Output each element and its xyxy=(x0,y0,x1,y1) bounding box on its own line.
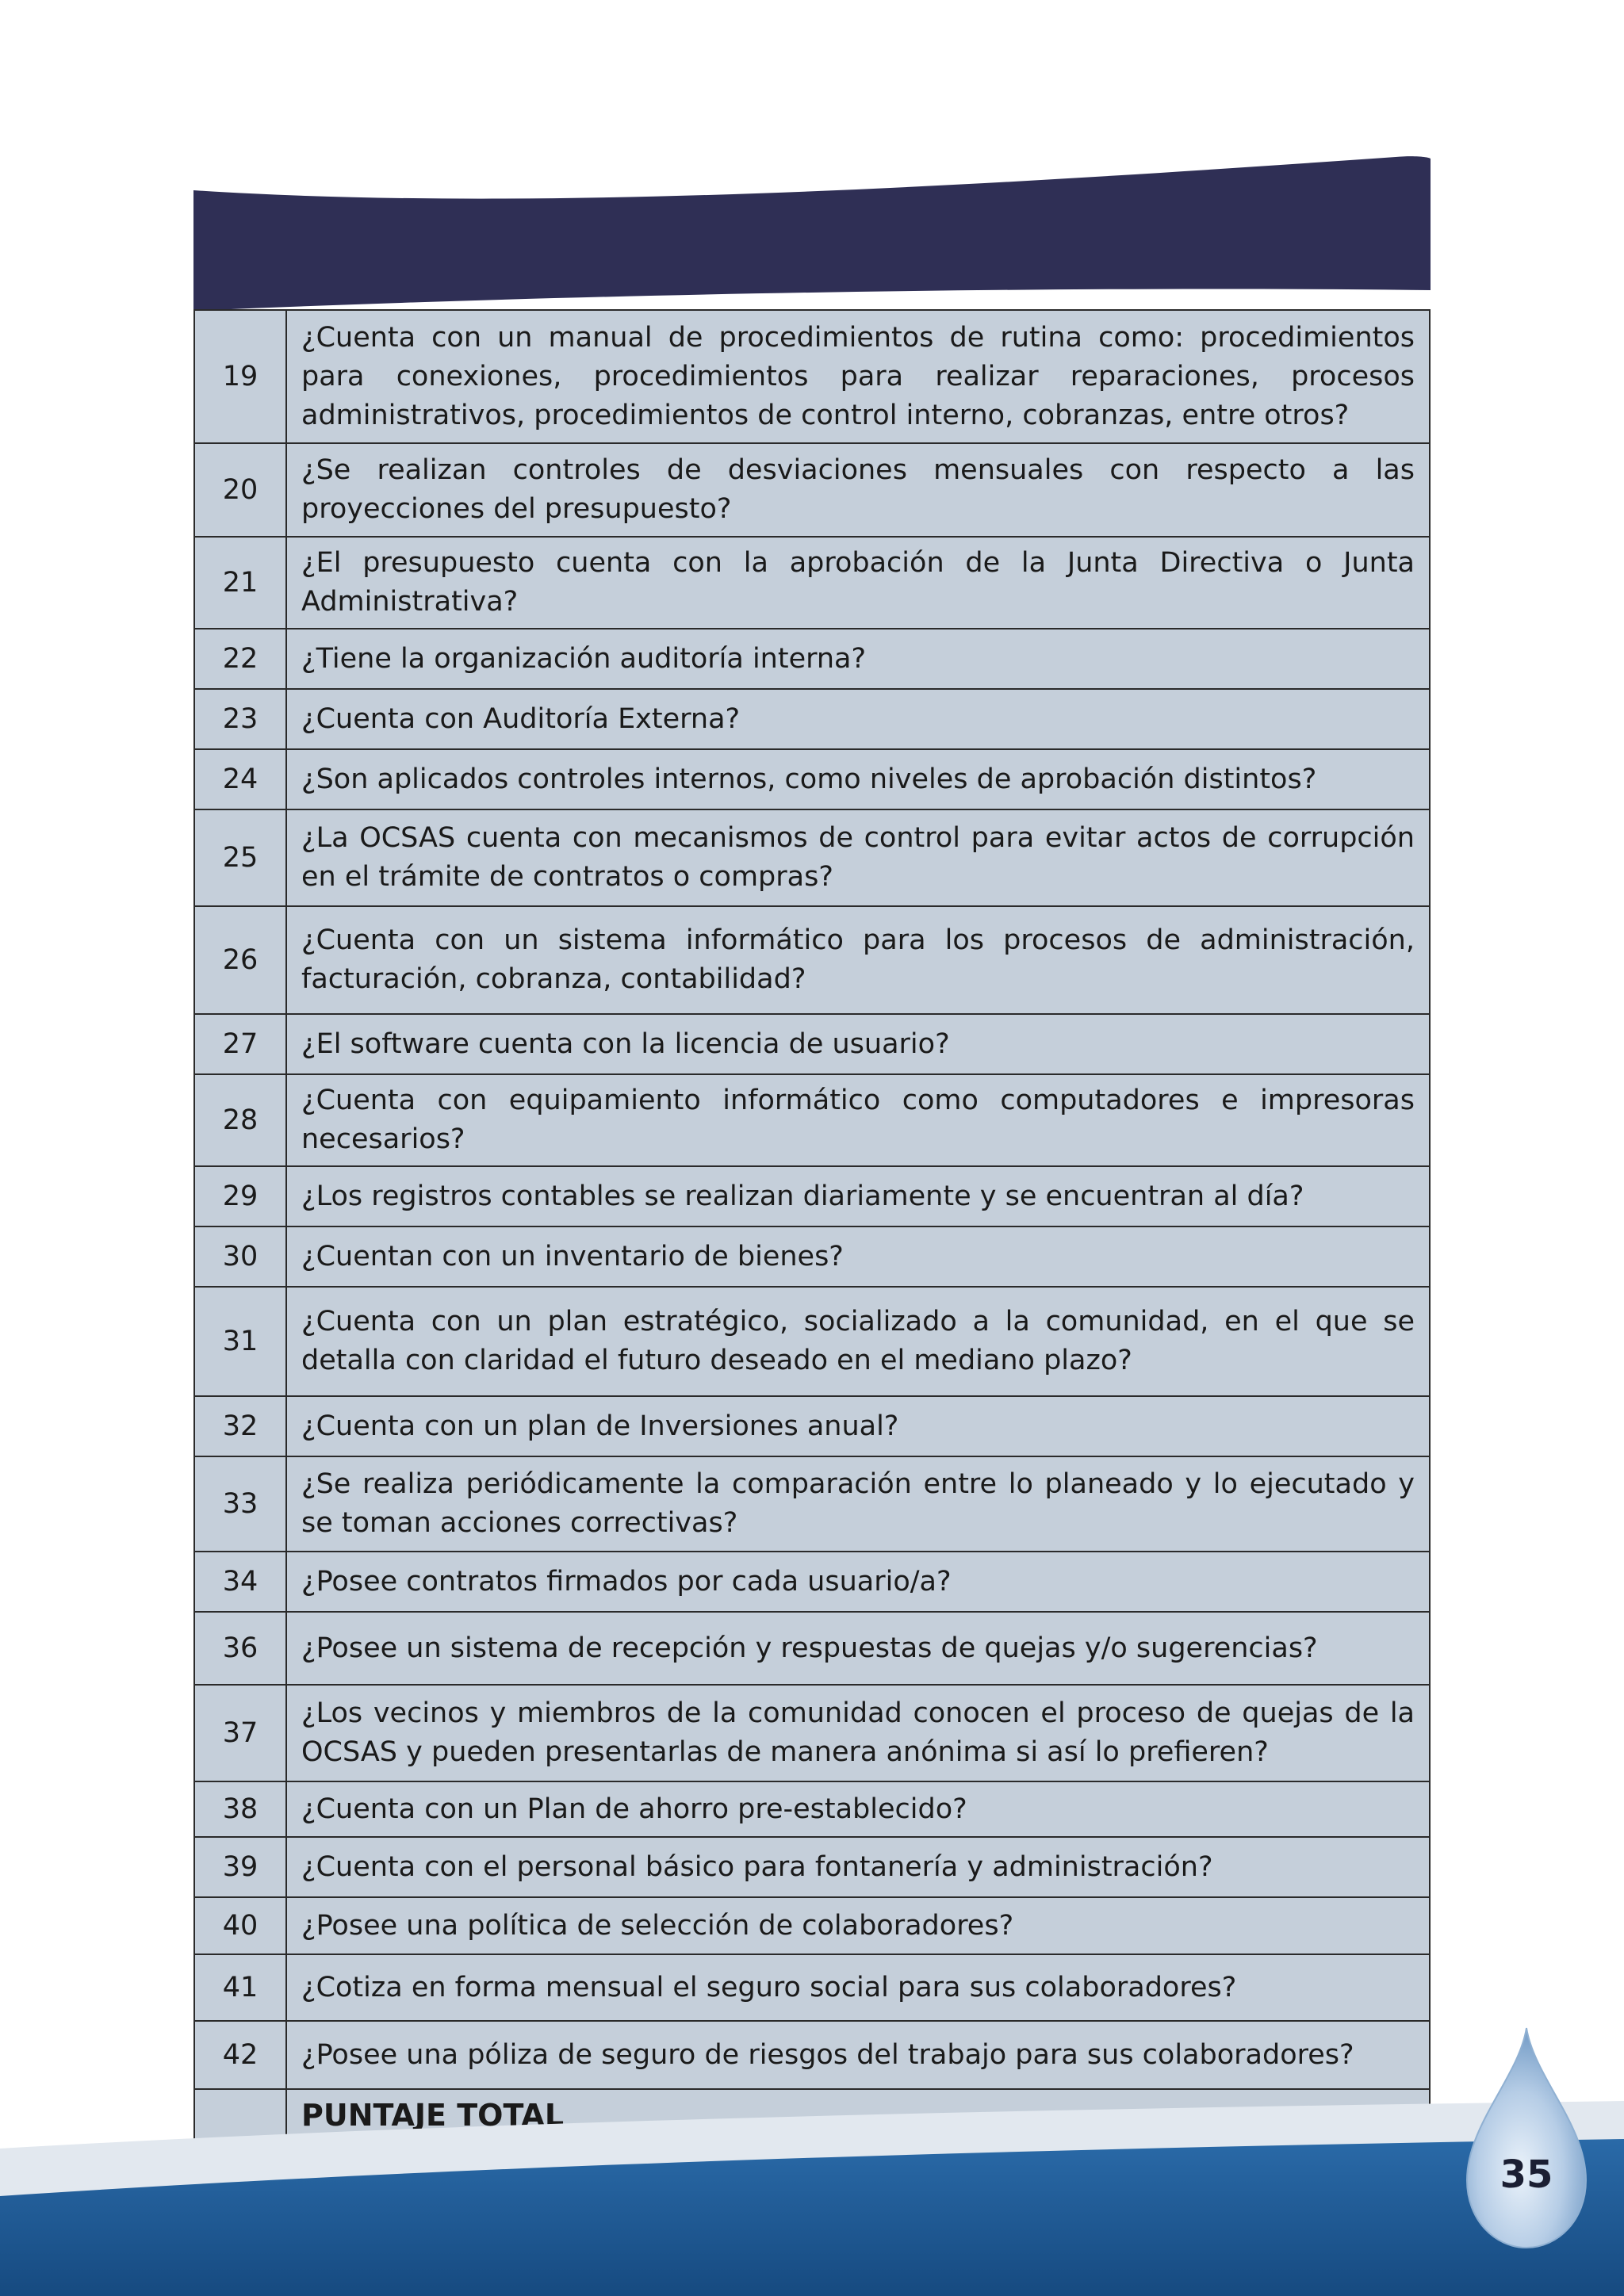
question-row xyxy=(194,310,1430,443)
question-number: 29 xyxy=(194,1166,286,1226)
questions-table xyxy=(193,309,1431,2143)
question-text: ¿Cuenta con el personal básico para fontanería y administración? xyxy=(286,1837,1430,1897)
question-number: 23 xyxy=(194,689,286,749)
question-row xyxy=(194,1166,1430,1226)
question-row xyxy=(194,1685,1430,1781)
header-wave-banner xyxy=(0,0,1624,317)
water-drop-icon xyxy=(1459,2022,1594,2260)
total-label: PUNTAJE TOTAL xyxy=(286,2089,1430,2142)
question-text: ¿Se realiza periódicamente la comparación entre lo planeado y lo ejecutado y se toman acciones correctivas? xyxy=(286,1456,1430,1552)
question-text: ¿El software cuenta con la licencia de usuario? xyxy=(286,1014,1430,1074)
question-text: ¿Cuenta con un manual de procedimientos de rutina como: procedimientos para conexiones, procedimientos para realizar reparaciones, procesos administrativos, procedimientos de control interno, cobranzas, entre otros? xyxy=(286,310,1430,443)
question-number: 21 xyxy=(194,537,286,629)
question-row xyxy=(194,1552,1430,1612)
question-number: 30 xyxy=(194,1226,286,1287)
question-row xyxy=(194,1456,1430,1552)
question-text: ¿Posee una póliza de seguro de riesgos del trabajo para sus colaboradores? xyxy=(286,2021,1430,2089)
question-row xyxy=(194,1837,1430,1897)
question-text: ¿Cuenta con un sistema informático para los procesos de administración, facturación, cobranza, contabilidad? xyxy=(286,906,1430,1014)
question-row xyxy=(194,1396,1430,1456)
question-number: 20 xyxy=(194,443,286,537)
question-row xyxy=(194,1897,1430,1954)
question-number: 25 xyxy=(194,809,286,906)
question-number: 27 xyxy=(194,1014,286,1074)
question-number: 34 xyxy=(194,1552,286,1612)
question-text: ¿Se realizan controles de desviaciones mensuales con respecto a las proyecciones del presupuesto? xyxy=(286,443,1430,537)
question-row xyxy=(194,1781,1430,1837)
question-text: ¿Son aplicados controles internos, como niveles de aprobación distintos? xyxy=(286,749,1430,809)
question-row xyxy=(194,689,1430,749)
question-row xyxy=(194,1014,1430,1074)
question-text: ¿Tiene la organización auditoría interna? xyxy=(286,629,1430,689)
question-number: 22 xyxy=(194,629,286,689)
question-number: 24 xyxy=(194,749,286,809)
question-number: 39 xyxy=(194,1837,286,1897)
question-number: 33 xyxy=(194,1456,286,1552)
question-row xyxy=(194,537,1430,629)
page-number: 35 xyxy=(1500,2152,1553,2197)
question-text: ¿Posee contratos firmados por cada usuario/a? xyxy=(286,1552,1430,1612)
question-number: 31 xyxy=(194,1287,286,1396)
question-text: ¿Cuenta con un plan de Inversiones anual? xyxy=(286,1396,1430,1456)
question-text: ¿El presupuesto cuenta con la aprobación de la Junta Directiva o Junta Administrativa? xyxy=(286,537,1430,629)
footer-wave xyxy=(0,2077,1624,2296)
question-text: ¿Cuenta con Auditoría Externa? xyxy=(286,689,1430,749)
question-number: 41 xyxy=(194,1954,286,2021)
question-text: ¿Cuentan con un inventario de bienes? xyxy=(286,1226,1430,1287)
question-text: ¿Cuenta con equipamiento informático como computadores e impresoras necesarios? xyxy=(286,1074,1430,1166)
question-text: ¿Los vecinos y miembros de la comunidad conocen el proceso de quejas de la OCSAS y pueden presentarlas de manera anónima si así lo prefieren? xyxy=(286,1685,1430,1781)
question-row xyxy=(194,1287,1430,1396)
question-text: ¿Cuenta con un plan estratégico, socializado a la comunidad, en el que se detalla con claridad el futuro deseado en el mediano plazo? xyxy=(286,1287,1430,1396)
question-row xyxy=(194,906,1430,1014)
question-text: ¿Posee una política de selección de colaboradores? xyxy=(286,1897,1430,1954)
question-row xyxy=(194,1074,1430,1166)
question-row xyxy=(194,629,1430,689)
question-row xyxy=(194,809,1430,906)
question-number: 26 xyxy=(194,906,286,1014)
question-text: ¿La OCSAS cuenta con mecanismos de control para evitar actos de corrupción en el trámite de contratos o compras? xyxy=(286,809,1430,906)
question-text: ¿Los registros contables se realizan diariamente y se encuentran al día? xyxy=(286,1166,1430,1226)
question-row xyxy=(194,443,1430,537)
question-number: 19 xyxy=(194,310,286,443)
question-number: 32 xyxy=(194,1396,286,1456)
question-number: 40 xyxy=(194,1897,286,1954)
question-text: ¿Posee un sistema de recepción y respuestas de quejas y/o sugerencias? xyxy=(286,1612,1430,1685)
question-number: 37 xyxy=(194,1685,286,1781)
question-number: 42 xyxy=(194,2021,286,2089)
question-row xyxy=(194,1226,1430,1287)
question-row xyxy=(194,1612,1430,1685)
question-text: ¿Cuenta con un Plan de ahorro pre-establecido? xyxy=(286,1781,1430,1837)
question-number: 36 xyxy=(194,1612,286,1685)
question-number: 38 xyxy=(194,1781,286,1837)
question-number: 28 xyxy=(194,1074,286,1166)
question-row xyxy=(194,1954,1430,2021)
question-row xyxy=(194,749,1430,809)
question-text: ¿Cotiza en forma mensual el seguro social para sus colaboradores? xyxy=(286,1954,1430,2021)
